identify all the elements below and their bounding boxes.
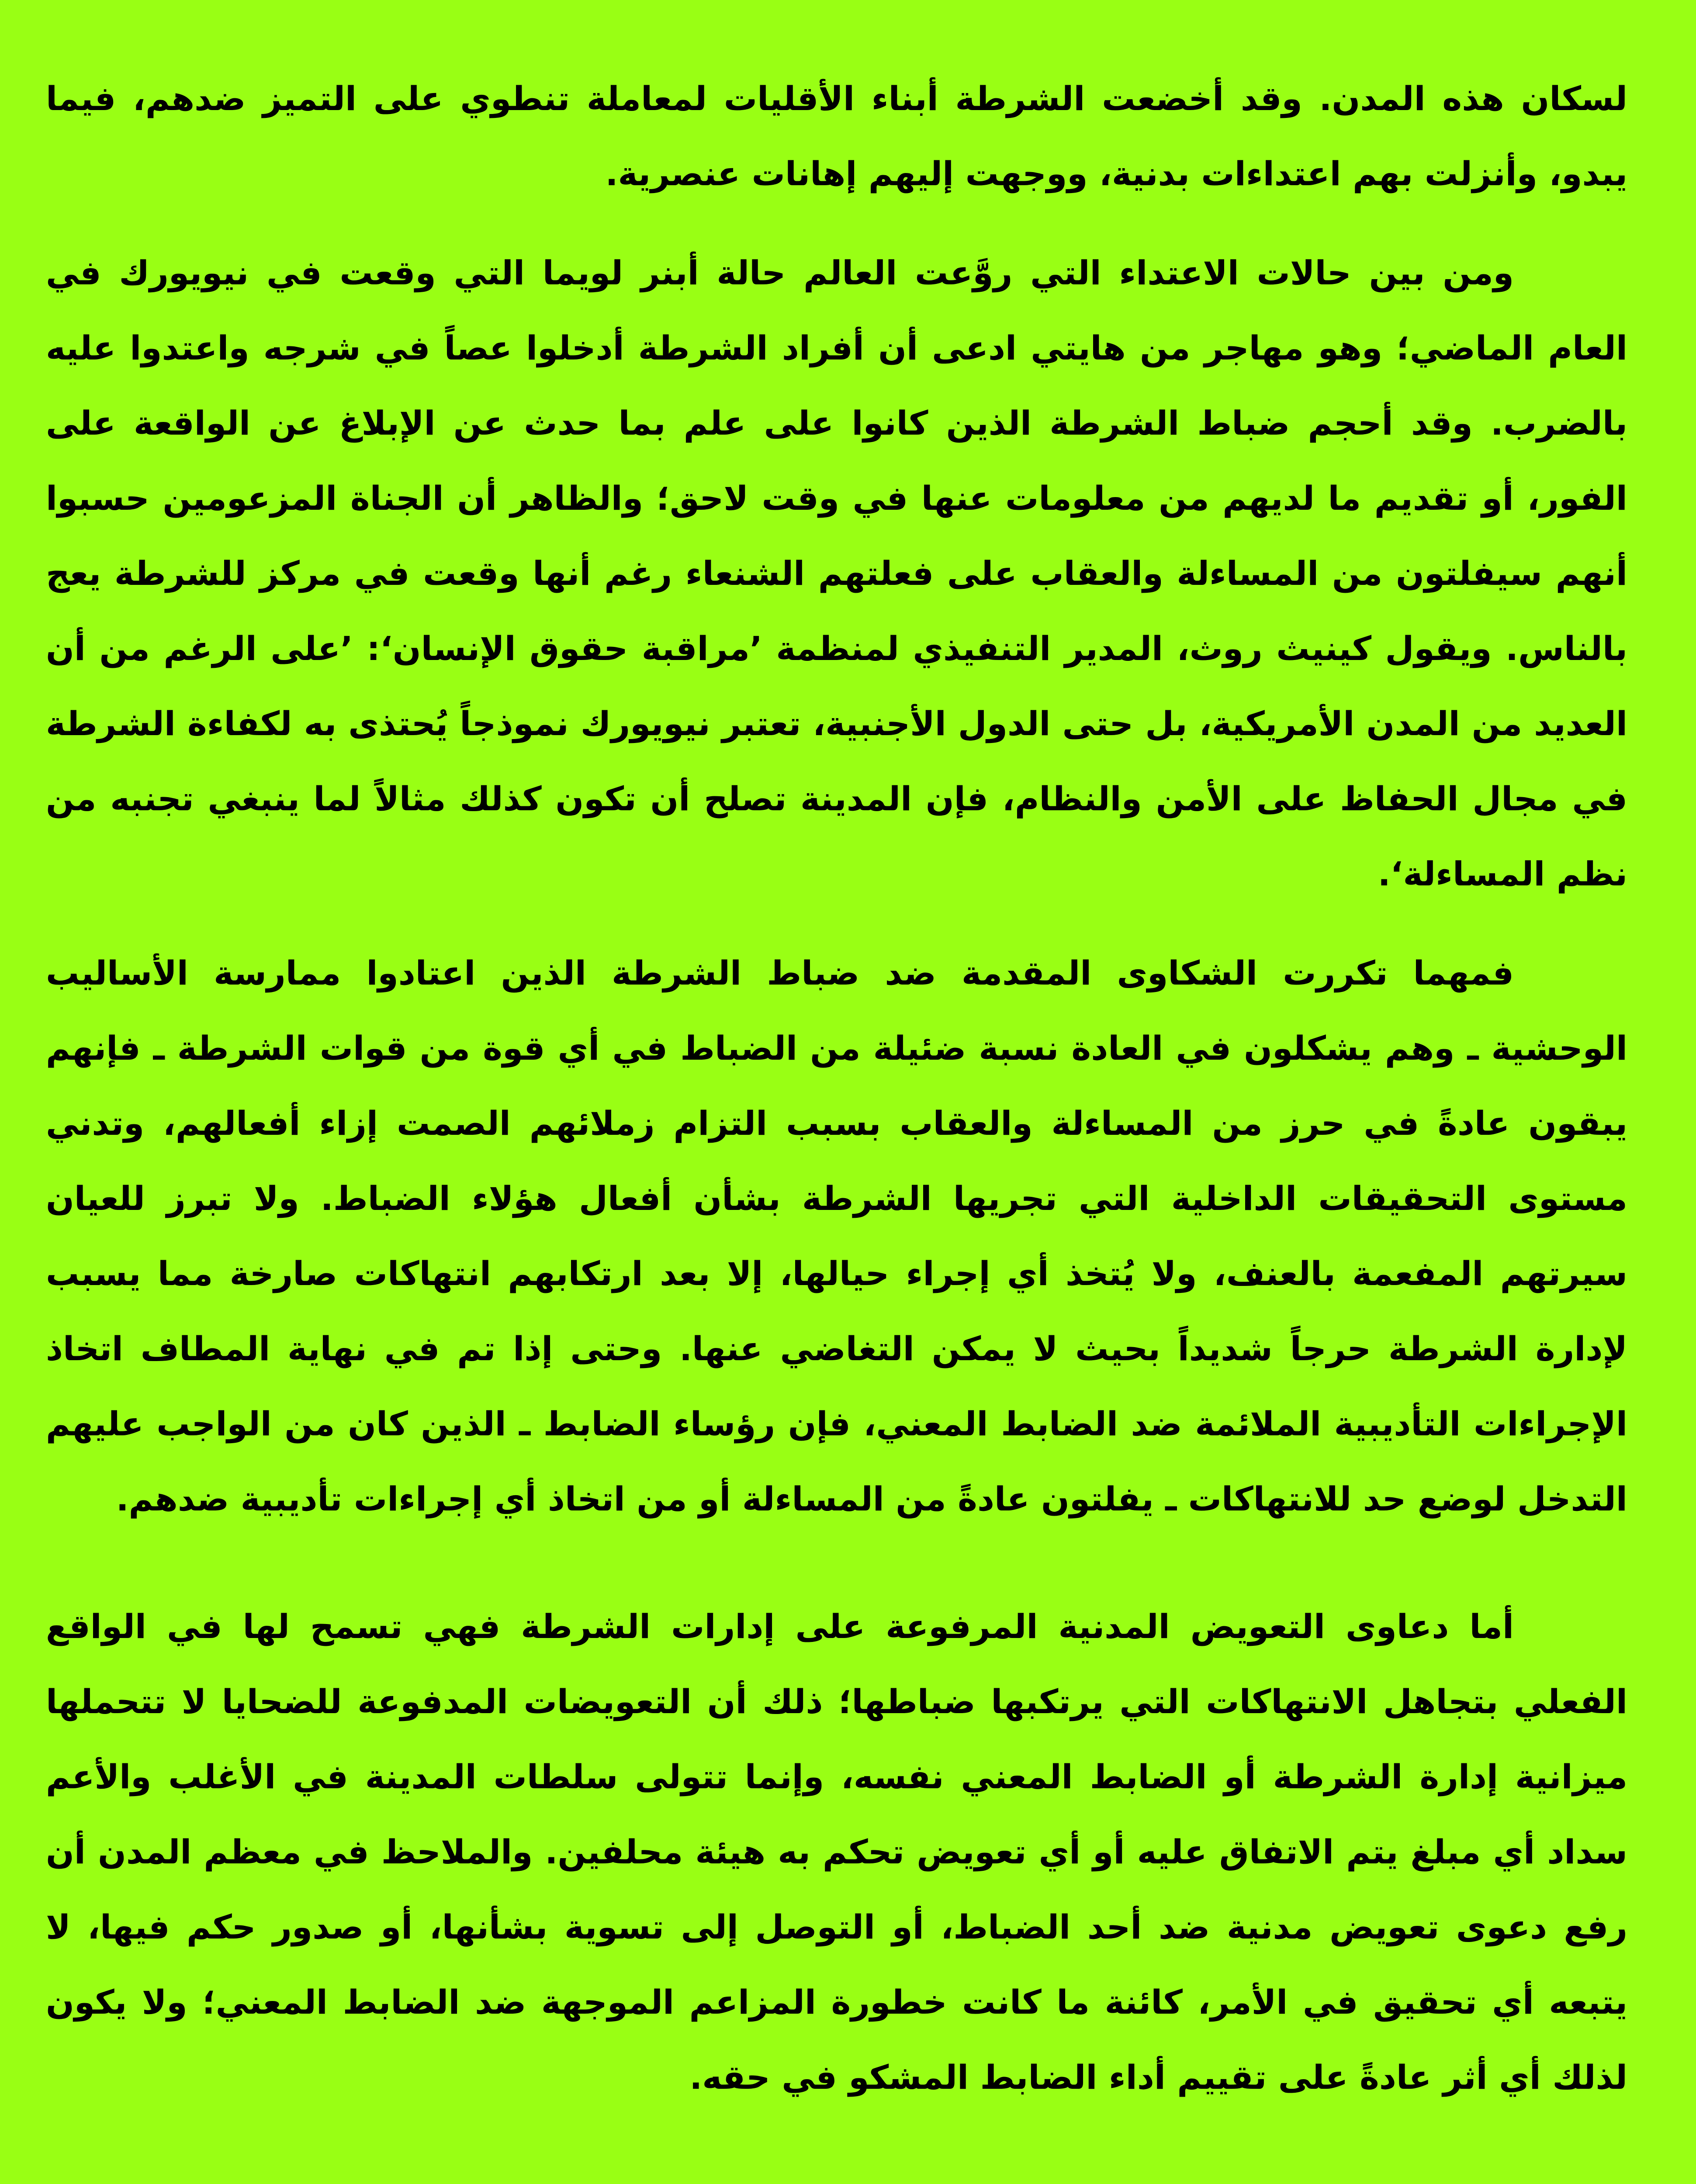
paragraph-1: لسكان هذه المدن. وقد أخضعت الشرطة أبناء الأقليات لمعاملة تنطوي على التميز ضدهم، فيما يبدو، وأنزلت بهم اعتداءات بدنية، ووجهت إليهم إهانات عنصرية.: [46, 79, 1627, 193]
paragraph-2: ومن بين حالات الاعتداء التي روَّعت العالم حالة أبنر لويما التي وقعت في نيويورك في العام الماضي؛ وهو مهاجر من هايتي ادعى أن أفراد الشرطة أدخلوا عصاً في شرجه واعتدوا عليه بالضرب. وقد أحجم ضباط الشرطة الذين كانوا على علم بما حدث عن الإبلاغ عن الواقعة على الفور، أو تقديم ما لديهم من معلومات عنها في وقت لاحق؛ والظاهر أن الجناة المزعومين حسبوا أنهم سيفلتون من المساءلة والعقاب على فعلتهم الشنعاء رغم أنها وقعت في مركز للشرطة يعج بالناس. ويقول كينيث روث، المدير التنفيذي لمنظمة ’مراقبة حقوق الإنسان‘: ’على الرغم من أن العديد من المدن الأمريكية، بل حتى الدول الأجنبية، تعتبر نيويورك نموذجاً يُحتذى به لكفاءة الشرطة في مجال الحفاظ على الأمن والنظام، فإن المدينة تصلح أن تكون كذلك مثالاً لما ينبغي تجنبه من نظم المساءلة‘.: [46, 253, 1627, 893]
document-body: [46, 61, 1627, 2115]
paragraph-3: فمهما تكررت الشكاوى المقدمة ضد ضباط الشرطة الذين اعتادوا ممارسة الأساليب الوحشية ـ وهم يشكلون في العادة نسبة ضئيلة من الضباط في أي قوة من قوات الشرطة ـ فإنهم يبقون عادةً في حرز من المساءلة والعقاب بسبب التزام زملائهم الصمت إزاء أفعالهم، وتدني مستوى التحقيقات الداخلية التي تجريها الشرطة بشأن أفعال هؤلاء الضباط. ولا تبرز للعيان سيرتهم المفعمة بالعنف، ولا يُتخذ أي إجراء حيالها، إلا بعد ارتكابهم انتهاكات صارخة مما يسبب لإدارة الشرطة حرجاً شديداً بحيث لا يمكن التغاضي عنها. وحتى إذا تم في نهاية المطاف اتخاذ الإجراءات التأديبية الملائمة ضد الضابط المعني، فإن رؤساء الضابط ـ الذين كان من الواجب عليهم التدخل لوضع حد للانتهاكات ـ يفلتون عادةً من المساءلة أو من اتخاذ أي إجراءات تأديبية ضدهم.: [46, 954, 1627, 1518]
paragraph-4: أما دعاوى التعويض المدنية المرفوعة على إدارات الشرطة فهي تسمح لها في الواقع الفعلي بتجاهل الانتهاكات التي يرتكبها ضباطها؛ ذلك أن التعويضات المدفوعة للضحايا لا تتحملها ميزانية إدارة الشرطة أو الضابط المعني نفسه، وإنما تتولى سلطات المدينة في الأغلب والأعم سداد أي مبلغ يتم الاتفاق عليه أو أي تعويض تحكم به هيئة محلفين. والملاحظ في معظم المدن أن رفع دعوى تعويض مدنية ضد أحد الضباط، أو التوصل إلى تسوية بشأنها، أو صدور حكم فيها، لا يتبعه أي تحقيق في الأمر، كائنة ما كانت خطورة المزاعم الموجهة ضد الضابط المعني؛ ولا يكون لذلك أي أثر عادةً على تقييم أداء الضابط المشكو في حقه.: [46, 1607, 1627, 2097]
